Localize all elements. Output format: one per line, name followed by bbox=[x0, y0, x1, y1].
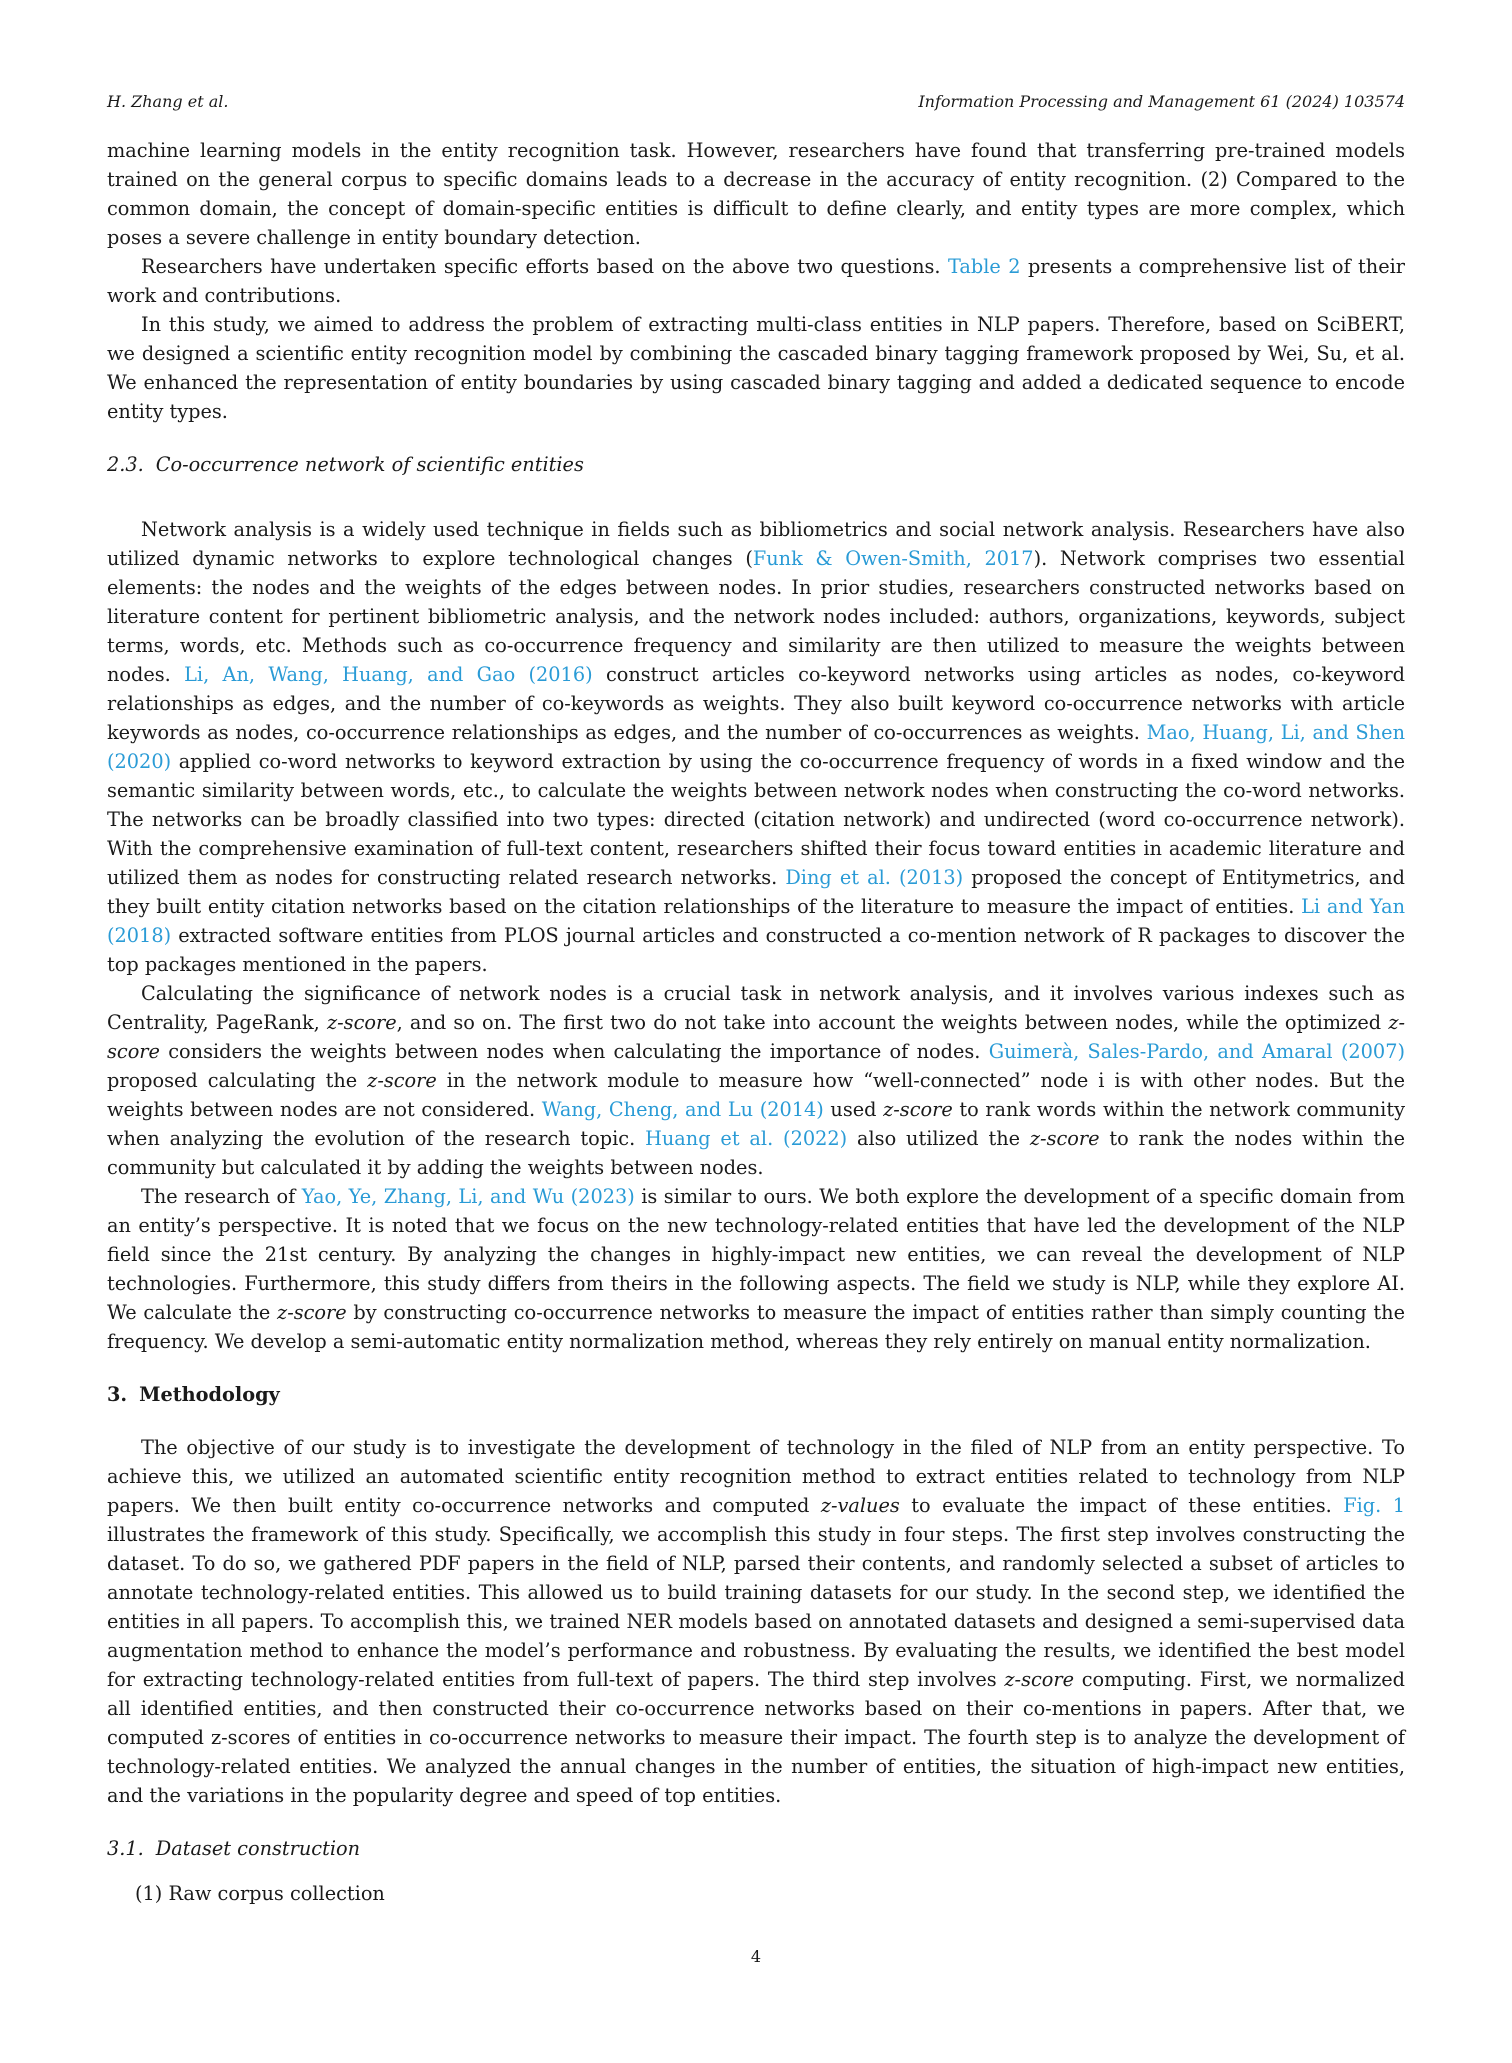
paragraph: machine learning models in the entity recognition task. However, researchers have found that transferring pre-trained models trained on the general corpus to specific domains leads to a decrease in the accuracy of entity recognition. (2) Compared to the common domain, the concept of domain-specific entities is difficult to define clearly, and entity types are more complex, which poses a severe challenge in entity boundary detection. bbox=[107, 139, 1405, 249]
running-header bbox=[107, 92, 1405, 118]
citation-link[interactable]: Mao, Huang, Li, and Shen (2020) bbox=[107, 721, 1405, 773]
figure-ref-link[interactable]: Fig. 1 bbox=[1343, 1494, 1405, 1517]
header-journal: Information Processing and Management 61 (2024) 103574 bbox=[918, 92, 1405, 111]
header-authors: H. Zhang et al. bbox=[107, 92, 229, 111]
citation-link[interactable]: Guimerà, Sales-Pardo, and Amaral (2007) bbox=[988, 1040, 1405, 1063]
section-heading-3: 3. Methodology bbox=[107, 1383, 280, 1406]
section-heading-3-1: 3.1. Dataset construction bbox=[107, 1837, 361, 1860]
citation-link[interactable]: Yao, Ye, Zhang, Li, and Wu (2023) bbox=[301, 1185, 635, 1208]
paragraph: The objective of our study is to investigate the development of technology in the filed of NLP from an entity perspective. To achieve this, we utilized an automated scientific entity recognition method to extract entities related to technology from NLP papers. We then built entity co-occurrence networks and computed z-values to evaluate the impact of these entities. Fig. 1 illustrates the framework of this study. Specifically, we accomplish this study in four steps. The first step involves constructing the dataset. To do so, we gathered PDF papers in the field of NLP, parsed their contents, and randomly selected a subset of articles to annotate technology-related entities. This allowed us to build training datasets for our study. In the second step, we identified the entities in all papers. To accomplish this, we trained NER models based on annotated datasets and designed a semi-supervised data augmentation method to enhance the model’s performance and robustness. By evaluating the results, we identified the best model for extracting technology-related entities from full-text of papers. The third step involves z-score computing. First, we normalized all identified entities, and then constructed their co-occurrence networks based on their co-mentions in papers. After that, we computed z-scores of entities in co-occurrence networks to measure their impact. The fourth step is to analyze the development of technology-related entities. We analyzed the annual changes in the number of entities, the situation of high-impact new entities, and the variations in the popularity degree and speed of top entities. bbox=[107, 1436, 1405, 1807]
citation-link[interactable]: Ding et al. (2013) bbox=[785, 866, 964, 889]
list-item: (1) Raw corpus collection bbox=[135, 1882, 385, 1905]
article-body bbox=[107, 136, 1405, 1908]
paragraph: Researchers have undertaken specific efforts based on the above two questions. Table 2 presents a comprehensive list of their work and contributions. bbox=[107, 255, 1405, 307]
paragraph: In this study, we aimed to address the problem of extracting multi-class entities in NLP papers. Therefore, based on SciBERT, we designed a scientific entity recognition model by combining the cascaded binary tagging framework proposed by Wei, Su, et al. We enhanced the representation of entity boundaries by using cascaded binary tagging and added a dedicated sequence to encode entity types. bbox=[107, 313, 1405, 423]
paragraph: The research of Yao, Ye, Zhang, Li, and Wu (2023) is similar to ours. We both explore the development of a specific domain from an entity’s perspective. It is noted that we focus on the new technology-related entities that have led the development of the NLP field since the 21st century. By analyzing the changes in highly-impact new entities, we can reveal the development of NLP technologies. Furthermore, this study differs from theirs in the following aspects. The field we study is NLP, while they explore AI. We calculate the z-score by constructing co-occurrence networks to measure the impact of entities rather than simply counting the frequency. We develop a semi-automatic entity normalization method, whereas they rely entirely on manual entity normalization. bbox=[107, 1185, 1406, 1353]
paragraph: Calculating the significance of network nodes is a crucial task in network analysis, and it involves various indexes such as Centrality, PageRank, z-score, and so on. The first two do not take into account the weights between nodes, while the optimized z-score considers the weights between nodes when calculating the importance of nodes. Guimerà, Sales-Pardo, and Amaral (2007) proposed calculating the z-score in the network module to measure how “well-connected” node i is with other nodes. But the weights between nodes are not considered. Wang, Cheng, and Lu (2014) used z-score to rank words within the network community when analyzing the evolution of the research topic. Huang et al. (2022) also utilized the z-score to rank the nodes within the community but calculated it by adding the weights between nodes. bbox=[107, 982, 1406, 1179]
page-number: 4 bbox=[750, 1947, 762, 1966]
citation-link[interactable]: Huang et al. (2022) bbox=[645, 1127, 848, 1150]
citation-link[interactable]: Li, An, Wang, Huang, and Gao (2016) bbox=[184, 663, 593, 686]
citation-link[interactable]: Funk & Owen-Smith, 2017 bbox=[752, 547, 1034, 570]
table-ref-link[interactable]: Table 2 bbox=[948, 255, 1021, 278]
paragraph: Network analysis is a widely used technique in fields such as bibliometrics and social network analysis. Researchers have also utilized dynamic networks to explore technological changes (Funk & Owen-Smith, 2017). Network comprises two essential elements: the nodes and the weights of the edges between nodes. In prior studies, researchers constructed networks based on literature content for pertinent bibliometric analysis, and the network nodes included: authors, organizations, keywords, subject terms, words, etc. Methods such as co-occurrence frequency and similarity are then utilized to measure the weights between nodes. Li, An, Wang, Huang, and Gao (2016) construct articles co-keyword networks using articles as nodes, co-keyword relationships as edges, and the number of co-keywords as weights. They also built keyword co-occurrence networks with article keywords as nodes, co-occurrence relationships as edges, and the number of co-occurrences as weights. Mao, Huang, Li, and Shen (2020) applied co-word networks to keyword extraction by using the co-occurrence frequency of words in a fixed window and the semantic similarity between words, etc., to calculate the weights between network nodes when constructing the co-word networks. The networks can be broadly classified into two types: directed (citation network) and undirected (word co-occurrence network). With the comprehensive examination of full-text content, researchers shifted their focus toward entities in academic literature and utilized them as nodes for constructing related research networks. Ding et al. (2013) proposed the concept of Entitymetrics, and they built entity citation networks based on the citation relationships of the literature to measure the impact of entities. Li and Yan (2018) extracted software entities from PLOS journal articles and constructed a co-mention network of R packages to discover the top packages mentioned in the papers. bbox=[107, 518, 1405, 976]
section-heading-2-3: 2.3. Co-occurrence network of scientific entities bbox=[107, 453, 584, 476]
citation-link[interactable]: Wang, Cheng, and Lu (2014) bbox=[541, 1098, 824, 1121]
citation-link[interactable]: Li and Yan (2018) bbox=[107, 895, 1405, 947]
